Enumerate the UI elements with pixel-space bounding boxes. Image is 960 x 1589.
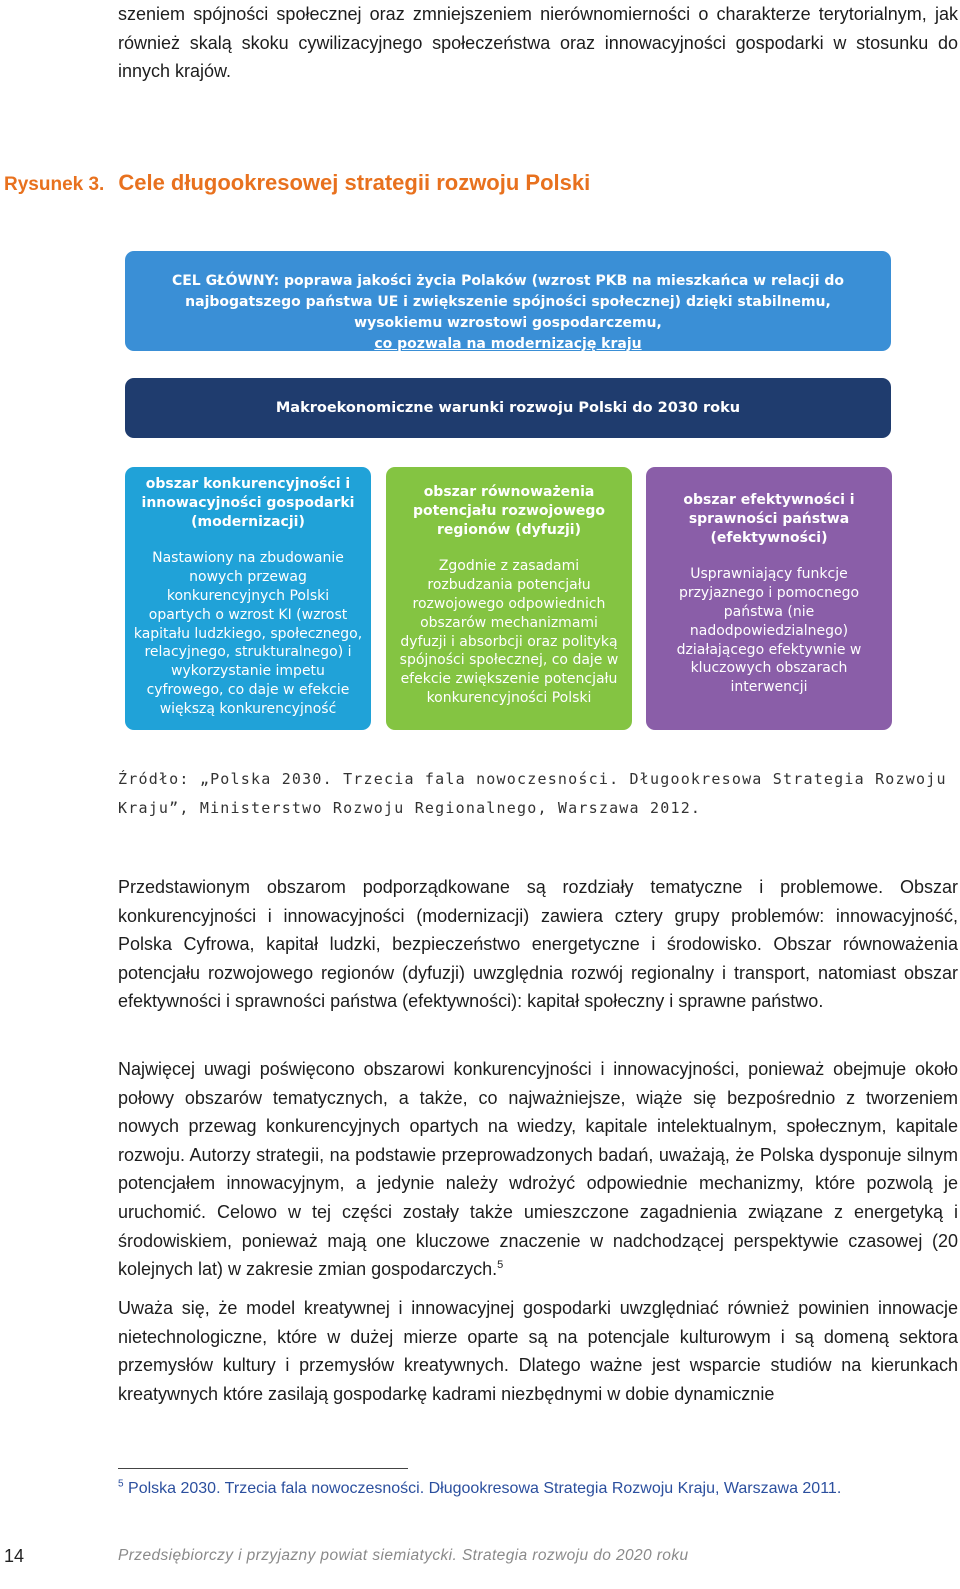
footnote-number: 5 <box>118 1478 124 1490</box>
body-paragraph-with-footnote <box>118 1055 958 1284</box>
body-paragraph-text: Najwięcej uwagi poświęcono obszarowi konkurencyjności i innowacyjności, ponieważ obejmuje około połowy obszarów tematycznych, a także, co najważniejsze, wiąże się bezpośrednio z tworzeniem nowych przewag konkurencyjnych opartych na wiedzy, kapitale intelektualnym, społecznym, kapitale rozwoju. Autorzy strategii, na podstawie przeprowadzonych badań, uważają, że Polska dysponuje silnym potencjałem innowacyjnym, a jedynie należy wdrożyć odpowiednie mechanizmy, które pozwolą je uruchomić. Celowo w tej części zostały także umieszczone zagadnienia związane z energetyką i środowiskiem, ponieważ mają one kluczowe znaczenie w nadchodzącej perspektywie czasowej (20 kolejnych lat) w zakresie zmian gospodarczych. <box>118 1059 958 1280</box>
footnote-divider <box>118 1468 408 1469</box>
area-description: Usprawniający funkcje przyjaznego i pomocnego państwa (nie nadodpowiedzialnego) działającego efektywnie w kluczowych obszarach interwencji <box>676 566 862 696</box>
area-heading: obszar równoważenia potencjału rozwojowego regionów (dyfuzji) <box>412 484 606 538</box>
body-paragraph: Uważa się, że model kreatywnej i innowacyjnej gospodarki uwzględniać również powinien innowacje nietechnologiczne, które w dużej mierze oparte są na potencjale kulturowym i są domeną sektora przemysłów kultury i przemysłów kreatywnych. Dlatego ważne jest wsparcie studiów na kierunkach kreatywnych które zasilają gospodarkę kadrami niezbędnymi w dobie dynamicznie <box>118 1298 958 1404</box>
main-goal-box <box>125 251 891 351</box>
area-description: Zgodnie z zasadami rozbudzania potencjału rozwojowego odpowiednich obszarów mechanizmami dyfuzji i absorbcji oraz polityką spójności społecznej, co daje w efekcie zwiększenie potencjału konkurencyjności Polski <box>399 558 619 706</box>
area-heading: obszar efektywności i sprawności państwa (efektywności) <box>683 492 855 546</box>
intro-paragraph: szeniem spójności społecznej oraz zmniejszeniem nierównomierności o charakterze terytorialnym, jak również skalą skoku cywilizacyjnego społeczeństwa oraz innowacyjności gospodarki w stosunku do innych krajów. <box>118 4 958 82</box>
running-footer-title: Przedsiębiorczy i przyjazny powiat siemiatycki. Strategia rozwoju do 2020 roku <box>118 1547 689 1564</box>
footnote-text: Polska 2030. Trzecia fala nowoczesności. Długookresowa Strategia Rozwoju Kraju, Warszawa 2011. <box>128 1480 842 1497</box>
figure-title-text: Cele długookresowej strategii rozwoju Polski <box>118 170 591 195</box>
figure-title <box>4 170 590 196</box>
footnote <box>118 1478 958 1500</box>
area-box-efficiency <box>646 467 892 730</box>
area-heading: obszar konkurencyjności i innowacyjności gospodarki (modernizacji) <box>141 476 355 530</box>
area-description: Nastawiony na zbudowanie nowych przewag konkurencyjnych Polski opartych o wzrost KI (wzrost kapitału ludzkiego, społecznego, relacyjnego, strukturalnego) i wykorzystanie impetu cyfrowego, co daje w efekcie większą konkurencyjność <box>133 550 363 717</box>
figure-source: Źródło: „Polska 2030. Trzecia fala nowoczesności. Długookresowa Strategia Rozwoju Kraju”, Ministerstwo Rozwoju Regionalnego, Warszawa 2012. <box>118 770 947 817</box>
main-goal-underlined: co pozwala na modernizację kraju <box>374 336 642 352</box>
main-goal-text: CEL GŁÓWNY: poprawa jakości życia Polaków (wzrost PKB na mieszkańca w relacji do najbogatszego państwa UE i zwiększenie spójności społecznej) dzięki stabilnemu, wysokiemu wzrostowi gospodarczemu, <box>171 273 845 331</box>
macro-conditions-box: Makroekonomiczne warunki rozwoju Polski do 2030 roku <box>125 378 891 438</box>
area-box-balance <box>386 467 632 730</box>
body-paragraph: Przedstawionym obszarom podporządkowane są rozdziały tematyczne i problemowe. Obszar konkurencyjności i innowacyjności (modernizacji) zawiera cztery grupy problemów: innowacyjność, Polska Cyfrowa, kapitał ludzki, bezpieczeństwo energetyczne i środowisko. Obszar równoważenia potencjału rozwojowego regionów (dyfuzji) uwzględnia rozwój regionalny i transport, natomiast obszar efektywności i sprawności państwa (efektywności): kapitał społeczny i sprawne państwo. <box>118 877 958 1012</box>
figure-number: Rysunek 3. <box>4 174 105 195</box>
page-number: 14 <box>4 1546 25 1566</box>
footnote-reference[interactable]: 5 <box>497 1259 504 1272</box>
area-box-competitiveness <box>125 467 371 730</box>
